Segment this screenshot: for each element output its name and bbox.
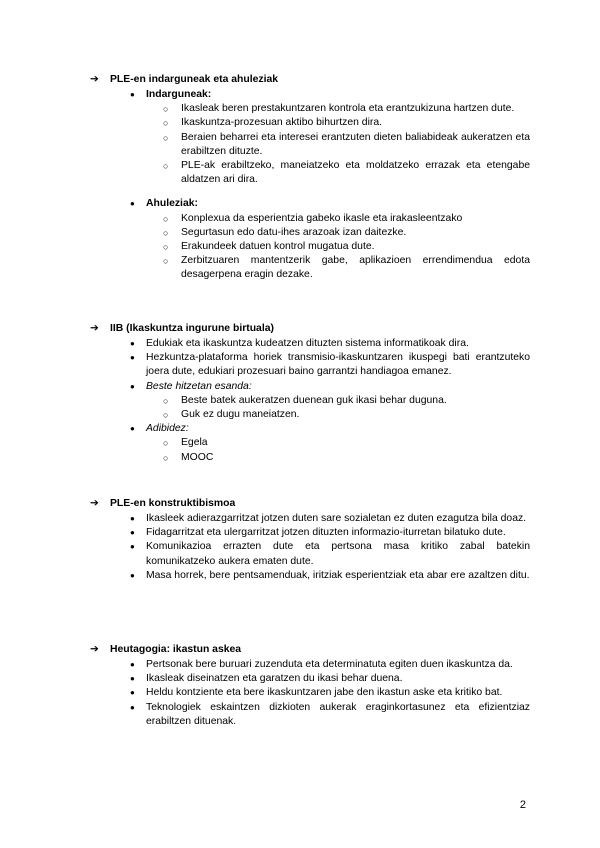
list-item: ● Ikasleak diseinatzen eta garatzen du ikasi behar duena. (90, 672, 530, 686)
section-ple-strengths-weaknesses (90, 73, 530, 283)
circle-bullet-icon: ○ (163, 395, 169, 406)
circle-bullet-icon: ○ (163, 438, 169, 449)
bullet-icon: ● (130, 570, 135, 580)
arrow-icon: ➔ (90, 498, 99, 509)
circle-bullet-icon: ○ (163, 452, 169, 463)
sub-list-item: ○ MOOC (90, 451, 530, 465)
section-heading: ➔ IIB (Ikaskuntza ingurune birtuala) (90, 322, 530, 337)
sub-list-item: ○ Erakundeek datuen kontrol mugatua dute. (90, 240, 530, 254)
list-item-examples: ● Adibidez: (90, 422, 530, 436)
bullet-icon: ● (130, 688, 135, 698)
bullet-icon: ● (130, 90, 135, 99)
bullet-icon: ● (130, 660, 135, 669)
bullet-icon: ● (130, 674, 135, 684)
bullet-icon: ● (130, 702, 135, 712)
sub-list-item: ○ Beste batek aukeratzen duenean guk ikasi behar duguna. (90, 394, 530, 408)
list-item: ● Komunikazioa errazten dute eta pertsona masa kritiko zabal batekin komunikatzeko aukera ematen dute. (130, 541, 530, 567)
bullet-icon: ● (130, 424, 135, 434)
section-iib (90, 322, 530, 465)
sub-list-item: ○ Zerbitzuaren mantentzerik gabe, aplikazioen errendimendua edota desagerpena eragin dezake. (163, 255, 530, 281)
sub-list-item: ○ Konplexua da esperientzia gabeko ikasle eta irakasleentzako (90, 212, 530, 226)
sub-list-item: ○ Egela (90, 436, 530, 450)
list-item: ● Ikasleek adierazgarritzat jotzen duten sare sozialetan ez duten ezagutza bila doaz. (90, 512, 530, 526)
section-heading: ➔ Heutagogia: ikastun askea (90, 643, 530, 658)
list-item: ● Heldu kontziente eta bere ikaskuntzaren jabe den ikastun aske eta kritiko bat. (90, 686, 530, 700)
arrow-icon: ➔ (90, 323, 99, 334)
section-heutagogy (90, 643, 530, 729)
circle-bullet-icon: ○ (163, 161, 169, 172)
bullet-icon: ● (130, 542, 135, 552)
arrow-icon: ➔ (90, 74, 99, 85)
list-item: ● Edukiak eta ikaskuntza kudeatzen dituzten sistema informatikoak dira. (90, 337, 530, 351)
circle-bullet-icon: ○ (163, 410, 169, 421)
list-item: ● Hezkuntza-plataforma horiek transmisio-ikaskuntzaren ikuspegi bati erantzuteko joera dute, edukiari prozesuari baino garrantzi handiagoa emanez. (130, 352, 530, 378)
sub-list-item: ○ Guk ez dugu maneiatzen. (90, 408, 530, 422)
section-heading: ➔ PLE-en konstruktibismoa (90, 497, 530, 512)
bullet-icon: ● (130, 353, 135, 363)
list-item: ● Teknologiek eskaintzen dizkioten aukerak eraginkortasunez eta efizientziaz erabiltzen dituenak. (130, 701, 530, 727)
bullet-icon: ● (130, 339, 135, 348)
bullet-icon: ● (130, 514, 135, 523)
circle-bullet-icon: ○ (163, 104, 169, 115)
circle-bullet-icon: ○ (163, 213, 169, 224)
list-item-other-words: ● Beste hitzetan esanda: (90, 380, 530, 394)
page-number: 2 (519, 799, 526, 811)
circle-bullet-icon: ○ (163, 256, 169, 267)
bullet-icon: ● (130, 528, 135, 538)
list-item: ● Pertsonak bere buruari zuzenduta eta determinatuta egiten duen ikaskuntza da. (90, 658, 530, 672)
circle-bullet-icon: ○ (163, 242, 169, 253)
list-item-weaknesses: ● Ahuleziak: (90, 197, 530, 211)
sub-list-item: ○ PLE-ak erabiltzeko, maneiatzeko eta moldatzeko errazak eta etengabe aldatzen ari dira. (163, 160, 530, 186)
bullet-icon: ● (130, 381, 135, 391)
list-item-strengths: ● Indarguneak: (90, 88, 530, 102)
section-heading: ➔ PLE-en indarguneak eta ahuleziak (90, 73, 530, 88)
section-constructivism (90, 497, 530, 583)
list-item: ● Fidagarritzat eta ulergarritzat jotzen dituzten informazio-iturretan bilatuko dute. (90, 526, 530, 540)
sub-list-item: ○ Ikasleak beren prestakuntzaren kontrola eta erantzukizuna hartzen dute. (90, 102, 530, 116)
circle-bullet-icon: ○ (163, 227, 169, 238)
sub-list-item: ○ Ikaskuntza-prozesuan aktibo bihurtzen dira. (90, 116, 530, 130)
circle-bullet-icon: ○ (163, 132, 169, 143)
bullet-icon: ● (130, 199, 135, 209)
circle-bullet-icon: ○ (163, 118, 169, 129)
list-item: ● Masa horrek, bere pentsamenduak, iritziak esperientziak eta abar ere azaltzen ditu. (90, 569, 530, 583)
sub-list-item: ○ Segurtasun edo datu-ihes arazoak izan daitezke. (90, 226, 530, 240)
arrow-icon: ➔ (90, 644, 99, 655)
sub-list-item: ○ Beraien beharrei eta interesei erantzuten dieten baliabideak aukeratzen eta erabiltzen dituzte. (163, 131, 530, 157)
